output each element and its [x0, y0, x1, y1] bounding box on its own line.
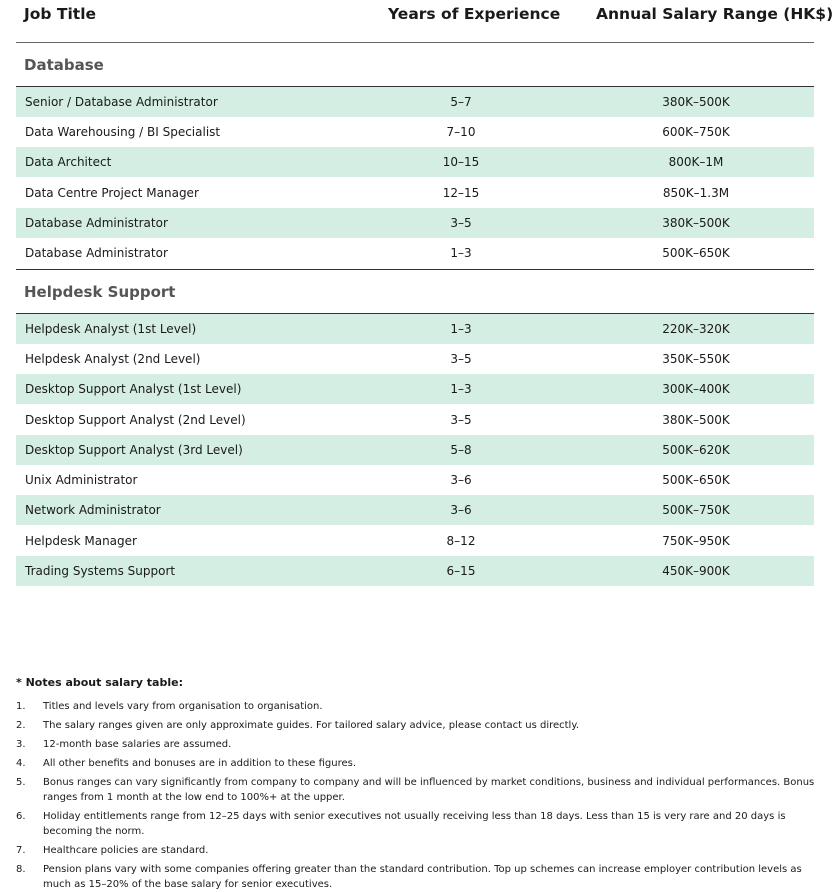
table-header — [0, 0, 837, 42]
job-title-cell: Desktop Support Analyst (3rd Level) — [25, 443, 243, 457]
table-row: Network Administrator 3–6 500K–750K — [16, 495, 814, 525]
table-row: Data Centre Project Manager 12–15 850K–1.3M — [25, 186, 730, 200]
column-header-salary: Annual Salary Range (HK$) — [596, 5, 834, 23]
table-row: Helpdesk Analyst (2nd Level) 3–5 350K–550K — [25, 352, 730, 366]
column-header-years: Years of Experience — [388, 5, 561, 23]
table-row: Data Warehousing / BI Specialist 7–10 600K–750K — [25, 125, 730, 139]
note-text: 12-month base salaries are assumed. — [43, 739, 232, 750]
job-title-cell: Database Administrator — [25, 216, 168, 230]
note-number: 3. — [16, 739, 26, 750]
job-title-cell: Helpdesk Manager — [25, 534, 137, 548]
note-text: Pension plans vary with some companies offering greater than the standard contribution. Top up schemes can increase employer contribution levels as much as 15–20% of the base salary for senior executives. — [43, 864, 802, 890]
note-text: The salary ranges given are only approximate guides. For tailored salary advice, please contact us directly. — [43, 720, 580, 731]
note-text: All other benefits and bonuses are in addition to these figures. — [43, 758, 357, 769]
job-title-cell: Unix Administrator — [25, 473, 138, 487]
note-text: Bonus ranges can vary significantly from company to company and will be influenced by market conditions, business and individual performances. Bonus ranges from 1 month at the low end to 100%+ at the upper. — [43, 777, 815, 803]
note-number: 8. — [16, 864, 26, 875]
section-title-helpdesk-support: Helpdesk Support — [24, 283, 176, 301]
table-row: Trading Systems Support 6–15 450K–900K — [16, 556, 814, 586]
job-title-cell: Helpdesk Analyst (1st Level) — [25, 322, 197, 336]
job-title-cell: Helpdesk Analyst (2nd Level) — [25, 352, 201, 366]
job-title-cell: Data Architect — [25, 155, 112, 169]
job-title-cell: Data Centre Project Manager — [25, 186, 199, 200]
section-divider — [16, 269, 814, 270]
table-row: Data Architect 10–15 800K–1M — [16, 147, 814, 177]
column-header-job-title: Job Title — [24, 5, 97, 23]
note-number: 6. — [16, 811, 26, 822]
job-title-cell: Database Administrator — [25, 246, 168, 260]
job-title-cell: Trading Systems Support — [25, 564, 176, 578]
table-row: Database Administrator 3–5 380K–500K — [16, 208, 814, 238]
section-title-database: Database — [24, 56, 104, 74]
table-row: Desktop Support Analyst (1st Level) 1–3 300K–400K — [16, 374, 814, 404]
note-text: Holiday entitlements range from 12–25 days with senior executives not usually receiving less than 18 days. Less than 15 is very rare and 20 days is becoming the norm. — [43, 811, 786, 837]
table-row: Helpdesk Analyst (1st Level) 1–3 220K–320K — [16, 314, 814, 344]
job-title-cell: Desktop Support Analyst (1st Level) — [25, 382, 242, 396]
job-title-cell: Network Administrator — [25, 503, 161, 517]
note-number: 2. — [16, 720, 26, 731]
job-title-cell: Desktop Support Analyst (2nd Level) — [25, 413, 246, 427]
note-text: Healthcare policies are standard. — [43, 845, 209, 856]
note-number: 7. — [16, 845, 26, 856]
table-row: Desktop Support Analyst (2nd Level) 3–5 380K–500K — [25, 413, 730, 427]
table-row: Database Administrator 1–3 500K–650K — [25, 246, 730, 260]
header-divider — [16, 42, 814, 43]
notes-section — [16, 676, 816, 689]
table-row: Unix Administrator 3–6 500K–650K — [25, 473, 730, 487]
table-row: Helpdesk Manager 8–12 750K–950K — [25, 534, 730, 548]
note-number: 4. — [16, 758, 26, 769]
note-number: 5. — [16, 777, 26, 788]
job-title-cell: Senior / Database Administrator — [25, 95, 218, 109]
table-row: Senior / Database Administrator 5–7 380K–500K — [16, 87, 814, 117]
notes-heading: * Notes about salary table: — [16, 676, 183, 689]
note-text: Titles and levels vary from organisation to organisation. — [43, 701, 323, 712]
note-number: 1. — [16, 701, 26, 712]
job-title-cell: Data Warehousing / BI Specialist — [25, 125, 221, 139]
table-row: Desktop Support Analyst (3rd Level) 5–8 500K–620K — [16, 435, 814, 465]
